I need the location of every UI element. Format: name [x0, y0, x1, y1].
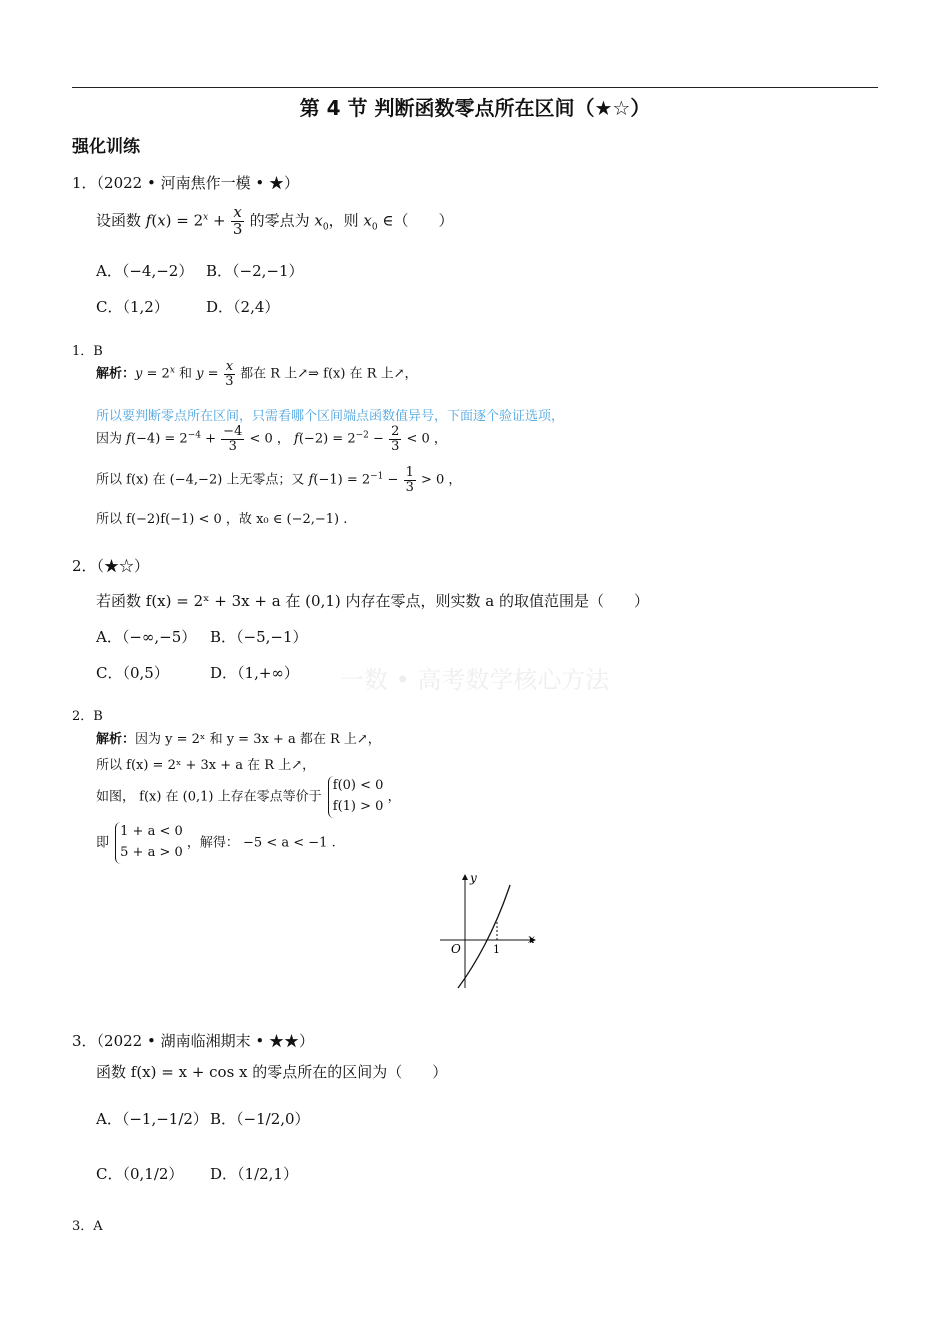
- section-heading: 强化训练: [72, 137, 140, 157]
- x-label: x: [528, 932, 535, 946]
- page-title: 第 4 节 判断函数零点所在区间（★☆）: [299, 96, 651, 120]
- q3-option-a: A．（−1,−1/2）: [96, 1110, 208, 1128]
- origin-label: O: [451, 942, 461, 956]
- q1-solution-line3: 因为 $f(-4) = 2^{-4}$ + $\frac{-4}{3}$ < 0 ， $f(-2) = 2^{-2}$ − $\frac{2}{3}$ < 0 ，: [96, 424, 447, 454]
- q1-option-a: A．（−4,−2）: [96, 262, 194, 280]
- q2-option-c: C．（0,5）: [96, 664, 169, 682]
- q3-option-b: B．（−1/2,0）: [210, 1110, 310, 1128]
- q1-solution-line1: 解析：$y = 2^x$ 和 y = $\frac{x}{3}$ 都在 R 上↗⇒ f(x) 在 R 上↗，: [96, 359, 418, 389]
- y-label: y: [470, 871, 477, 885]
- tick-label-1: 1: [493, 943, 500, 956]
- q2-solution-line3: 如图， f(x) 在 (0,1) 上存在零点等价于 f(0) < 0 f(1) > 0 ，: [96, 776, 401, 818]
- q3-answer: 3．A: [72, 1219, 103, 1234]
- q1-stem: 设函数 $f(x) = 2^x$ + $\frac{x}{3}$ 的零点为 $x_0$，则 $x_0$ ∈（ ）: [96, 203, 454, 238]
- q2-solution-line2: 所以 f(x) = 2ˣ + 3x + a 在 R 上↗，: [96, 758, 316, 773]
- header-rule: [72, 87, 878, 88]
- y-axis-arrow: [462, 874, 468, 880]
- q1-option-c: C．（1,2）: [96, 298, 169, 316]
- q1-option-d: D．（2,4）: [206, 298, 280, 316]
- q3-number: 3．（2022 • 湖南临湘期末 • ★★）: [72, 1032, 314, 1050]
- q2-solution-line1: 解析：因为 y = 2ˣ 和 y = 3x + a 都在 R 上↗，: [96, 732, 381, 747]
- watermark: 一数 • 高考数学核心方法: [340, 666, 610, 694]
- q1-number: 1．（2022 • 河南焦作一模 • ★）: [72, 174, 299, 192]
- function-curve: [458, 885, 510, 988]
- q1-solution-line5: 所以 f(−2)f(−1) < 0 ，故 x₀ ∈ (−2,−1) .: [96, 512, 348, 527]
- q2-number: 2．（★☆）: [72, 557, 150, 575]
- q2-answer: 2．B: [72, 709, 103, 724]
- q2-option-b: B．（−5,−1）: [210, 628, 308, 646]
- q2-option-d: D．（1,+∞）: [210, 664, 299, 682]
- q1-answer: 1．B: [72, 344, 103, 359]
- q2-graph: [430, 870, 540, 995]
- q3-option-c: C．（0,1/2）: [96, 1165, 184, 1183]
- q3-option-d: D．（1/2,1）: [210, 1165, 298, 1183]
- q2-solution-line4: 即 1 + a < 0 5 + a > 0 ，解得： −5 < a < −1 .: [96, 822, 336, 864]
- q3-stem: 函数 f(x) = x + cos x 的零点所在的区间为（ ）: [96, 1063, 448, 1081]
- q1-solution-hint: 所以要判断零点所在区间，只需看哪个区间端点函数值异号，下面逐个验证选项，: [96, 409, 565, 424]
- q2-stem: 若函数 f(x) = 2ˣ + 3x + a 在 (0,1) 内存在零点，则实数 a 的取值范围是（ ）: [96, 592, 649, 610]
- q1-option-b: B．（−2,−1）: [206, 262, 304, 280]
- q1-solution-line4: 所以 f(x) 在 (−4,−2) 上无零点；又 $f(-1) = 2^{-1}$ − $\frac{1}{3}$ > 0 ，: [96, 465, 462, 495]
- q2-option-a: A．（−∞,−5）: [96, 628, 197, 646]
